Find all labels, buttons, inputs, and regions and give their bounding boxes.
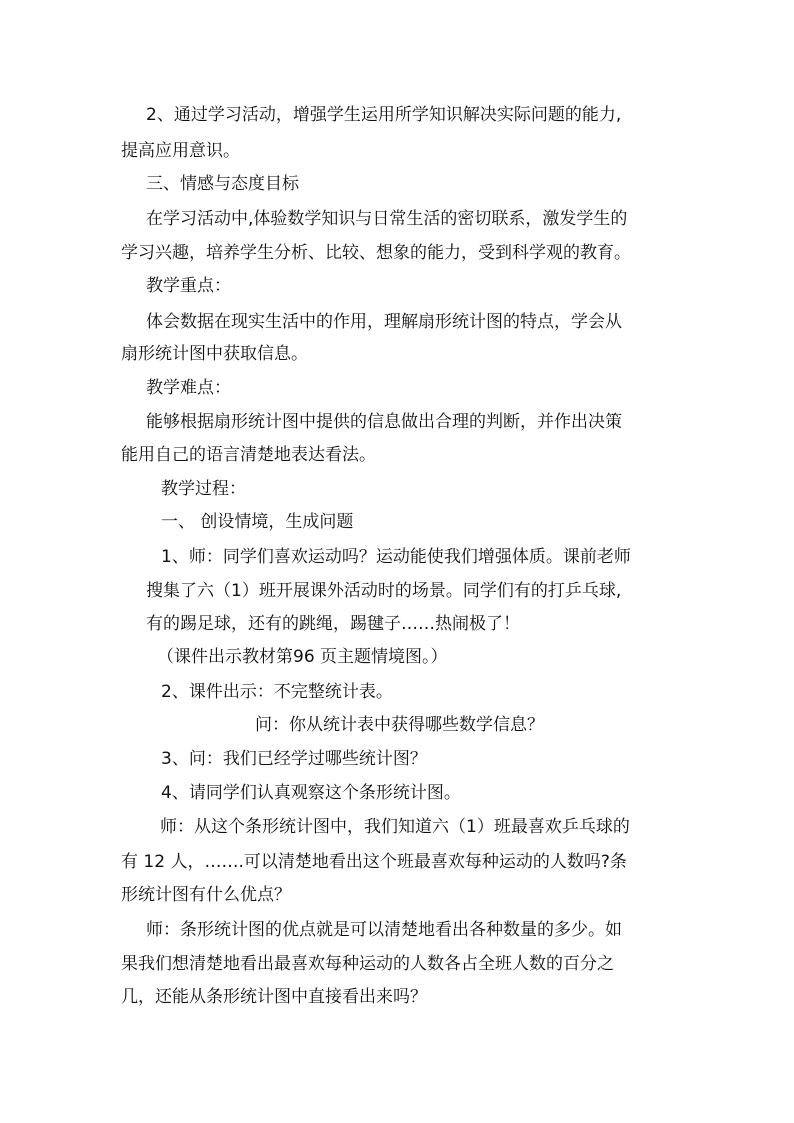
section-heading: 一、 创设情境，生成问题 [161, 512, 354, 532]
text-line: 4、请同学们认真观察这个条形统计图。 [161, 783, 461, 803]
text-line: 师：从这个条形统计图中，我们知道六（1）班最喜欢乒乓球的 [160, 817, 630, 837]
text-line: 扇形统计图中获取信息。 [121, 344, 308, 364]
text-line: 能用自己的语言清楚地表达看法。 [121, 445, 376, 465]
text-line: 能够根据扇形统计图中提供的信息做出合理的判断，并作出决策 [146, 412, 622, 432]
text-line: 学习兴趣，培养学生分析、比较、想象的能力，受到科学观的教育。 [121, 243, 631, 263]
text-line: 有 12 人，…….可以清楚地看出这个班最喜欢每种运动的人数吗?条 [121, 852, 627, 872]
text-line: 搜集了六（1）班开展课外活动时的场景。同学们有的打乒乓球, [146, 581, 622, 601]
text-line: 几，还能从条形统计图中直接看出来吗？ [121, 987, 427, 1007]
text-line: 果我们想清楚地看出最喜欢每种运动的人数各占全班人数的百分之 [121, 954, 614, 974]
text-line: 问：你从统计表中获得哪些数学信息？ [255, 715, 544, 735]
section-heading: 教学重点： [146, 276, 231, 296]
section-heading: 教学难点： [146, 378, 231, 398]
text-line: 体会数据在现实生活中的作用，理解扇形统计图的特点，学会从 [146, 312, 622, 332]
text-line: 提高应用意识。 [121, 141, 240, 161]
text-line: 有的踢足球，还有的跳绳，踢毽子……热闹极了！ [146, 614, 520, 634]
text-line: 1、师：同学们喜欢运动吗？运动能使我们增强体质。课前老师 [161, 547, 631, 567]
text-line: 形统计图有什么优点？ [121, 885, 291, 905]
text-line: 2、通过学习活动，增强学生运用所学知识解决实际问题的能力, [146, 105, 622, 125]
text-line: 3、问：我们已经学过哪些统计图？ [161, 749, 427, 769]
text-line: （课件出示教材第96 页主题情境图。） [157, 647, 448, 667]
text-line: 在学习活动中,体验数学知识与日常生活的密切联系，激发学生的 [146, 209, 628, 229]
text-line: 师：条形统计图的优点就是可以清楚地看出各种数量的多少。如 [146, 920, 622, 940]
section-heading: 教学过程： [161, 479, 246, 499]
section-heading: 三、情感与态度目标 [146, 174, 299, 194]
text-line: 2、课件出示：不完整统计表。 [161, 682, 393, 702]
